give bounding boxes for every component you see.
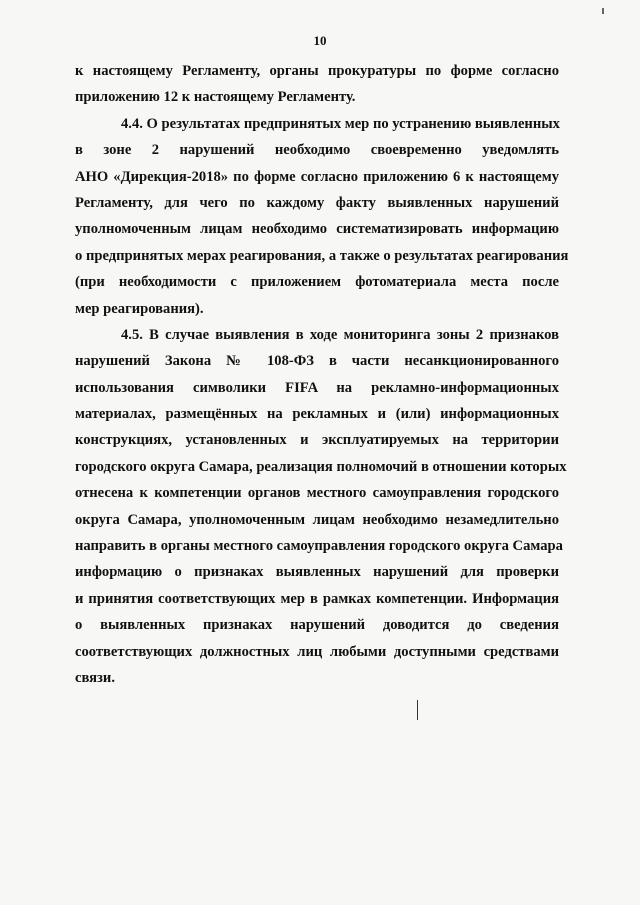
text-line: направить в органы местного самоуправления городского округа Самара — [75, 538, 563, 555]
text-line: (при необходимости с приложением фотоматериала места после — [75, 274, 559, 291]
text-line: к настоящему Регламенту, органы прокуратуры по форме согласно — [75, 63, 559, 79]
text-line: приложению 12 к настоящему Регламенту. — [75, 89, 356, 106]
text-line: о выявленных признаках нарушений доводится до сведения — [75, 617, 559, 634]
text-line: Регламенту, для чего по каждому факту выявленных нарушений — [75, 194, 559, 211]
text-line: использования символики FIFA на рекламно-информационных — [75, 379, 559, 396]
text-line: конструкциях, установленных и эксплуатируемых на территории — [75, 432, 559, 449]
text-line: о предпринятых мерах реагирования, а также о результатах реагирования — [75, 247, 569, 264]
text-line: материалах, размещённых на рекламных и (или) информационных — [75, 406, 559, 423]
text-line: соответствующих должностных лиц любыми доступными средствами — [75, 643, 559, 660]
text-line: отнесена к компетенции органов местного самоуправления городского — [75, 485, 559, 502]
text-line: АНО «Дирекция-2018» по форме согласно приложению 6 к настоящему — [75, 168, 559, 185]
paragraph-start-line: 4.5. В случае выявления в ходе мониторинга зоны 2 признаков — [121, 326, 559, 343]
scan-speck — [602, 8, 604, 14]
text-line: и принятия соответствующих мер в рамках компетенции. Информация — [75, 590, 559, 607]
document-body — [75, 58, 569, 691]
text-line: в зоне 2 нарушений необходимо своевременно уведомлять — [75, 142, 559, 159]
text-line: связи. — [75, 669, 115, 686]
text-line: округа Самара, уполномоченным лицам необходимо незамедлительно — [75, 511, 559, 528]
page-number: 10 — [313, 33, 327, 48]
text-line: информацию о признаках выявленных нарушений для проверки — [75, 564, 559, 581]
text-line: городского округа Самара, реализация полномочий в отношении которых — [75, 458, 567, 475]
text-line: нарушений Закона № 108-ФЗ в части несанкционированного — [75, 353, 559, 370]
text-line: мер реагирования). — [75, 300, 204, 317]
scan-mark — [417, 700, 418, 720]
paragraph-start-line: 4.4. О результатах предпринятых мер по устранению выявленных — [121, 115, 560, 132]
text-line: уполномоченным лицам необходимо систематизировать информацию — [75, 221, 559, 238]
